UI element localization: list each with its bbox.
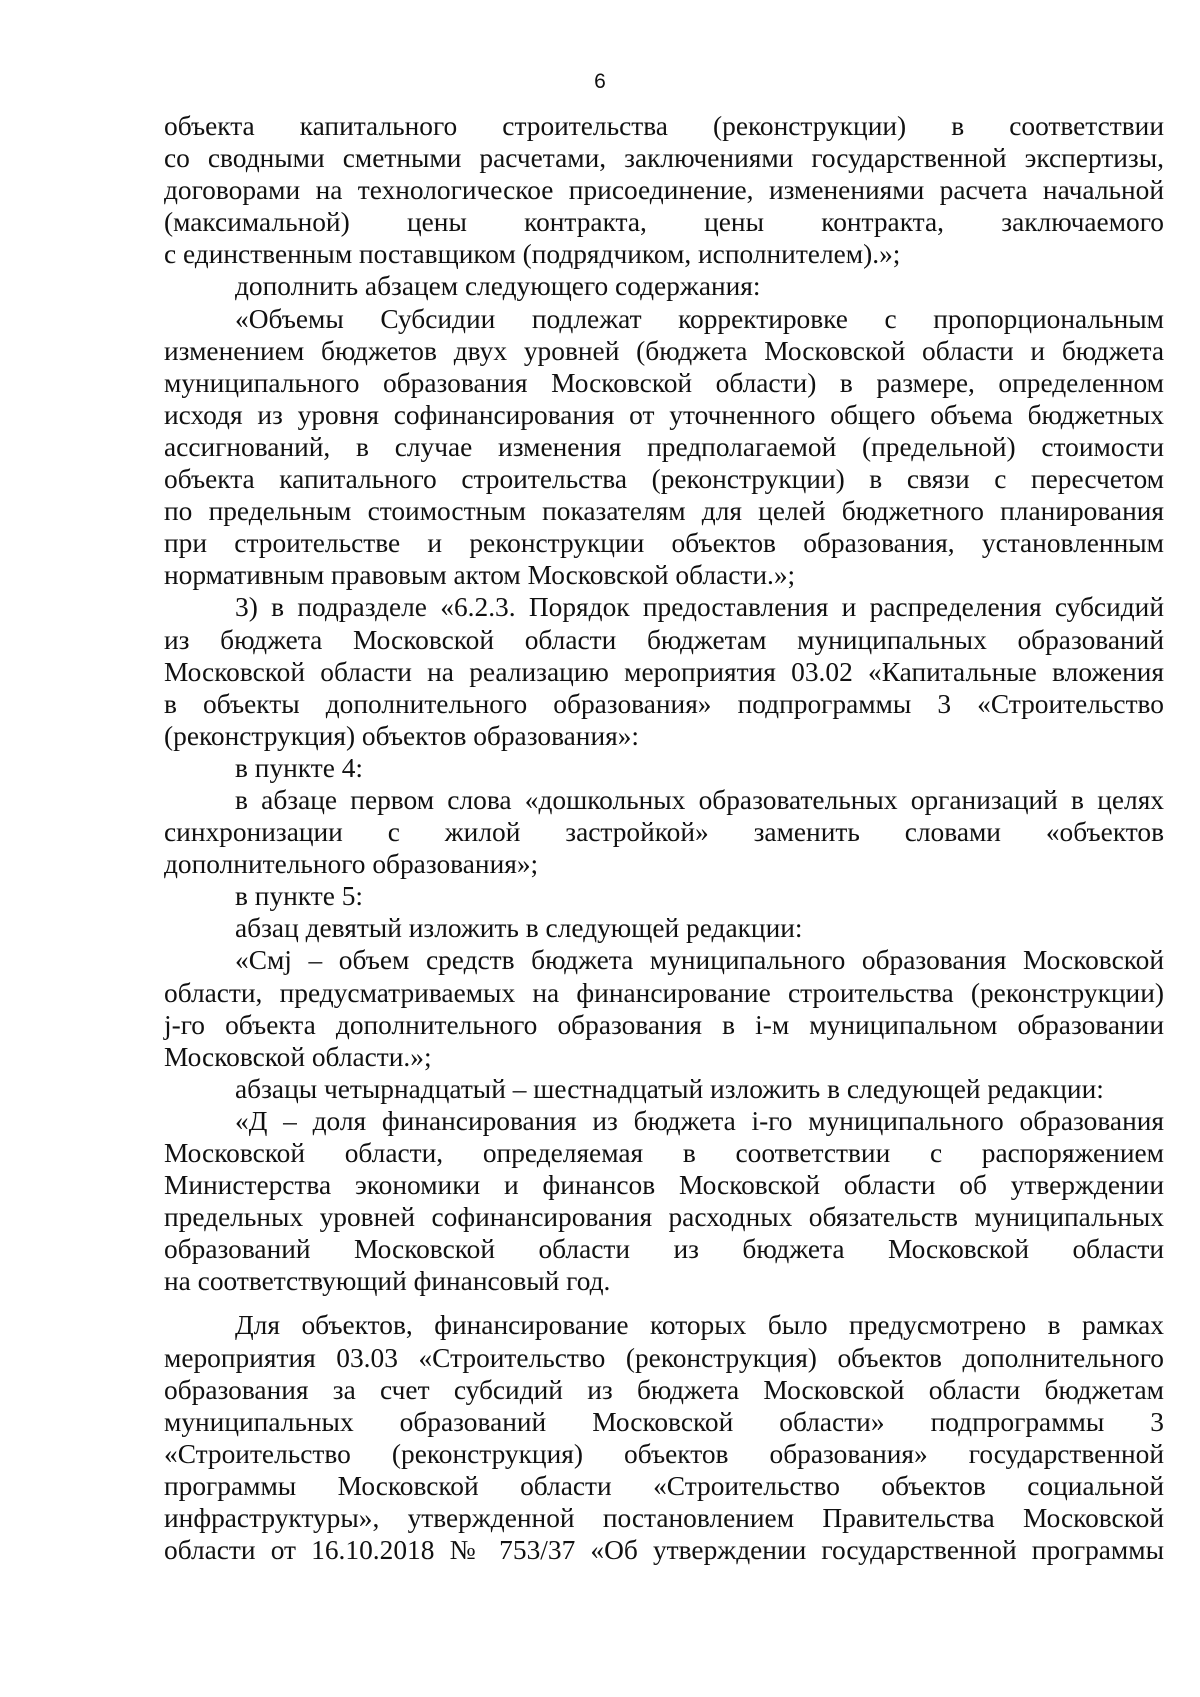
text-line: со сводными сметными расчетами, заключениями государственной экспертизы, bbox=[164, 143, 1164, 174]
text-line: мероприятия 03.03 «Строительство (реконструкция) объектов дополнительного bbox=[164, 1342, 1164, 1373]
text-line: дополнительного образования»; bbox=[164, 849, 539, 880]
text-line: Московской области.»; bbox=[164, 1041, 432, 1072]
text-line: образования за счет субсидий из бюджета Московской области бюджетам bbox=[164, 1374, 1164, 1405]
text-line: в абзаце первом слова «дошкольных образовательных организаций в целях bbox=[235, 784, 1164, 815]
text-line: в пункте 4: bbox=[235, 752, 364, 783]
text-line: на соответствующий финансовый год. bbox=[164, 1266, 611, 1297]
text-line: в объекты дополнительного образования» подпрограммы 3 «Строительство bbox=[164, 688, 1164, 719]
text-line: с единственным поставщиком (подрядчиком, исполнителем).»; bbox=[164, 239, 901, 270]
text-line: Для объектов, финансирование которых было предусмотрено в рамках bbox=[235, 1310, 1164, 1341]
text-line: «Строительство (реконструкция) объектов образования» государственной bbox=[164, 1438, 1164, 1469]
text-line: из бюджета Московской области бюджетам муниципальных образований bbox=[164, 624, 1164, 655]
text-line: абзацы четырнадцатый – шестнадцатый изложить в следующей редакции: bbox=[235, 1073, 1104, 1104]
text-line: Московской области, определяемая в соответствии с распоряжением bbox=[164, 1138, 1164, 1168]
text-line: j-го объекта дополнительного образования в i-м муниципальном образовании bbox=[164, 1009, 1164, 1040]
paragraph-gap bbox=[164, 1297, 1164, 1309]
text-line: в пункте 5: bbox=[235, 881, 364, 912]
text-line: ассигнований, в случае изменения предполагаемой (предельной) стоимости bbox=[164, 431, 1164, 462]
text-line: 3) в подразделе «6.2.3. Порядок предоставления и распределения субсидий bbox=[235, 592, 1164, 623]
text-line: муниципальных образований Московской области» подпрограммы 3 bbox=[164, 1406, 1164, 1437]
text-line: (реконструкция) объектов образования»: bbox=[164, 720, 640, 751]
text-line: области, предусматриваемых на финансирование строительства (реконструкции) bbox=[164, 977, 1164, 1008]
text-line: при строительстве и реконструкции объектов образования, установленным bbox=[164, 528, 1164, 559]
text-line: изменением бюджетов двух уровней (бюджета Московской области и бюджета bbox=[164, 335, 1164, 366]
text-line: Московской области на реализацию мероприятия 03.02 «Капитальные вложения bbox=[164, 656, 1164, 687]
text-line: синхронизации с жилой застройкой» заменить словами «объектов bbox=[164, 817, 1164, 848]
text-line: объекта капитального строительства (реконструкции) в соответствии bbox=[164, 111, 1164, 141]
text-line: дополнить абзацем следующего содержания: bbox=[235, 271, 761, 302]
text-line: Министерства экономики и финансов Московской области об утверждении bbox=[164, 1170, 1164, 1201]
text-line: «Объемы Субсидии подлежат корректировке с пропорциональным bbox=[235, 303, 1164, 334]
text-line: объекта капитального строительства (реконструкции) в связи с пересчетом bbox=[164, 464, 1164, 495]
text-line: муниципального образования Московской области) в размере, определенном bbox=[164, 367, 1164, 398]
text-line: договорами на технологическое присоединение, изменениями расчета начальной bbox=[164, 175, 1164, 206]
text-line: (максимальной) цены контракта, цены контракта, заключаемого bbox=[164, 207, 1164, 238]
page-number: 6 bbox=[594, 70, 606, 93]
text-line: «Смj – объем средств бюджета муниципального образования Московской bbox=[235, 945, 1164, 976]
text-line: предельных уровней софинансирования расходных обязательств муниципальных bbox=[164, 1202, 1164, 1233]
text-line: нормативным правовым актом Московской области.»; bbox=[164, 560, 796, 591]
text-line: образований Московской области из бюджета Московской области bbox=[164, 1234, 1164, 1265]
text-line: «Д – доля финансирования из бюджета i-го муниципального образования bbox=[235, 1105, 1164, 1136]
text-line: области от 16.10.2018 № 753/37 «Об утверждении государственной программы bbox=[164, 1535, 1164, 1566]
text-line: программы Московской области «Строительство объектов социальной bbox=[164, 1470, 1164, 1501]
text-line: исходя из уровня софинансирования от уточненного общего объема бюджетных bbox=[164, 399, 1164, 430]
document-body bbox=[164, 110, 1164, 1566]
text-line: инфраструктуры», утвержденной постановлением Правительства Московской bbox=[164, 1503, 1164, 1534]
text-line: абзац девятый изложить в следующей редакции: bbox=[235, 913, 803, 944]
text-line: по предельным стоимостным показателям для целей бюджетного планирования bbox=[164, 496, 1164, 527]
